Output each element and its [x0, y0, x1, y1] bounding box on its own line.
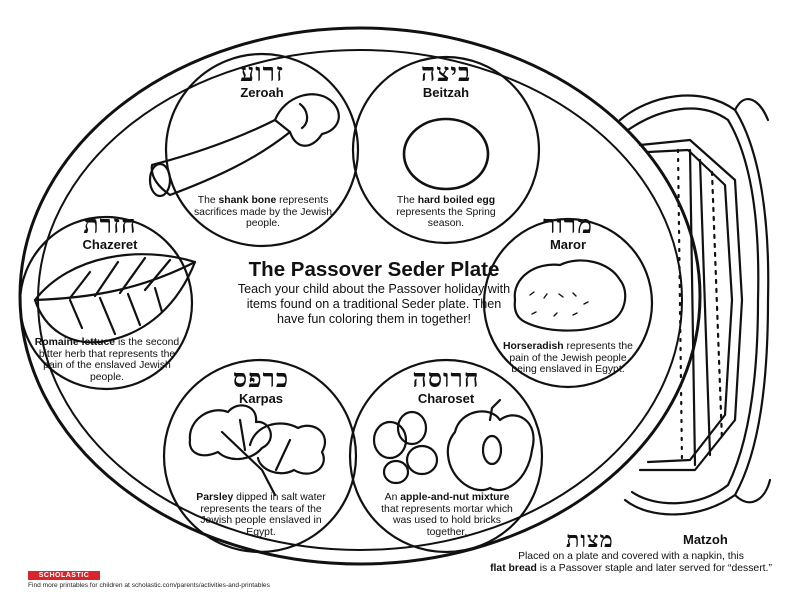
romaine-lettuce-drawing: [35, 254, 195, 342]
zeroah-english: Zeroah: [240, 85, 284, 100]
zeroah-description: The shank bone represents sacrifices made by the Jewish people.: [193, 195, 333, 230]
karpas-english: Karpas: [238, 391, 284, 406]
shank-bone-drawing: [150, 94, 339, 196]
footer-link-text[interactable]: Find more printables for children at scholastic.com/parents/activities-and-printables: [28, 582, 270, 589]
matzoh-english: Matzoh: [683, 532, 728, 547]
charoset-hebrew: חרוסה: [412, 364, 480, 393]
page-title: The Passover Seder Plate: [248, 258, 500, 281]
intro-text: Teach your child about the Passover holiday with items found on a traditional Seder plate. Then have fun coloring them in together!: [237, 282, 511, 327]
horseradish-drawing: [515, 260, 626, 330]
maror-hebrew: מרור: [543, 210, 593, 239]
zeroah-label: [202, 60, 322, 100]
karpas-label: [206, 366, 316, 406]
beitzah-english: Beitzah: [422, 85, 470, 100]
karpas-hebrew: כרפס: [232, 364, 290, 393]
beitzah-description: The hard boiled egg represents the Spring season.: [396, 195, 496, 230]
maror-description: Horseradish represents the pain of the Jewish people being enslaved in Egypt.: [503, 341, 633, 376]
chazeret-description: Romaine lettuce is the second bitter herb that represents the pain of the enslaved Jewish people.: [34, 337, 180, 383]
egg-drawing: [404, 119, 488, 189]
scholastic-logo[interactable]: SCHOLASTIC: [28, 571, 100, 580]
beitzah-hebrew: ביצה: [420, 58, 472, 87]
maror-label: [518, 212, 618, 252]
charoset-english: Charoset: [417, 391, 475, 406]
charoset-description: An apple-and-nut mixture that represents mortar which was used to hold bricks together.: [381, 492, 513, 538]
beitzah-label: [386, 60, 506, 100]
charoset-drawing: [374, 400, 534, 490]
matzoh-description: Placed on a plate and covered with a napkin, this flat bread is a Passover staple and later served for “dessert.”: [490, 551, 772, 574]
charoset-label: [386, 366, 506, 406]
zeroah-hebrew: זרוע: [240, 58, 284, 87]
parsley-drawing: [190, 405, 325, 495]
chazeret-label: [60, 212, 160, 252]
maror-english: Maror: [549, 237, 587, 252]
napkin-illustration: [620, 96, 770, 515]
matzoh-hebrew: מצות: [566, 527, 614, 553]
chazeret-hebrew: חזרת: [83, 210, 137, 239]
chazeret-english: Chazeret: [82, 237, 138, 252]
karpas-description: Parsley dipped in salt water represents the tears of the Jewish people enslaved in Egypt.: [196, 492, 326, 538]
